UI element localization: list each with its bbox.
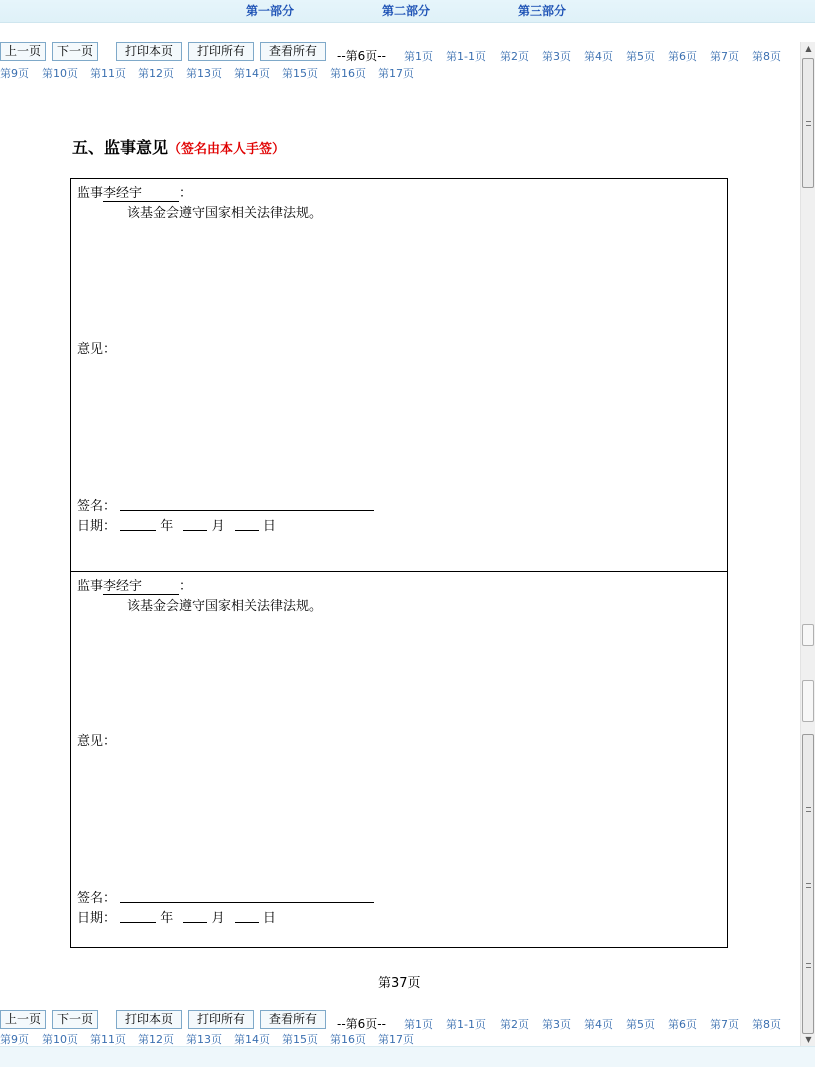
supervisor-opinion-box [70,571,728,948]
signature-label: 签名： [77,499,117,514]
part-tabs-bar [0,0,815,23]
view-all-button[interactable]: 查看所有 [260,1010,326,1029]
year-blank [120,909,156,923]
page-link[interactable]: 第11页 [90,67,126,80]
print-page-button[interactable]: 打印本页 [116,42,182,61]
page-link[interactable]: 第7页 [710,50,739,63]
scroll-thumb[interactable] [802,58,814,188]
section-title [72,135,285,158]
year-label: 年 [160,519,174,534]
tab-part-3[interactable]: 第三部分 [518,4,567,18]
page-link[interactable]: 第10页 [42,67,78,80]
page-link[interactable]: 第15页 [282,67,318,80]
signature-line [120,902,374,903]
print-all-button[interactable]: 打印所有 [188,42,254,61]
page-link[interactable]: 第1-1页 [446,1018,486,1031]
page-link[interactable]: 第1页 [404,1018,433,1031]
page-link[interactable]: 第13页 [186,67,222,80]
print-all-button[interactable]: 打印所有 [188,1010,254,1029]
tab-part-1[interactable]: 第一部分 [246,4,295,18]
date-label: 日期： [77,911,117,926]
next-page-button[interactable]: 下一页 [52,42,98,61]
prev-page-button[interactable]: 上一页 [0,42,46,61]
month-label: 月 [211,519,225,534]
print-page-button[interactable]: 打印本页 [116,1010,182,1029]
vertical-scrollbar[interactable] [800,42,815,1046]
bottom-page-nav [0,1010,796,1048]
date-row [77,515,276,534]
page-link[interactable]: 第17页 [378,1033,414,1046]
page-link[interactable]: 第3页 [542,1018,571,1031]
page-link[interactable]: 第13页 [186,1033,222,1046]
supervisor-colon: ： [179,579,193,594]
page-link[interactable]: 第4页 [584,1018,613,1031]
opinion-text: 该基金会遵守国家相关法律法规。 [127,599,323,614]
page-link[interactable]: 第12页 [138,1033,174,1046]
signature-line [120,510,374,511]
page-link[interactable]: 第8页 [752,1018,781,1031]
scroll-grip-icon [806,883,811,888]
page-link[interactable]: 第12页 [138,67,174,80]
supervisor-role: 监事 [77,579,104,594]
section-title-text: 五、监事意见 [72,138,169,157]
page-link[interactable]: 第5页 [626,1018,655,1031]
top-page-nav [0,42,796,80]
opinion-label: 意见： [77,734,117,749]
day-blank [235,909,259,923]
supervisor-line [77,575,192,595]
page-link[interactable]: 第2页 [500,50,529,63]
page-link[interactable]: 第6页 [668,1018,697,1031]
page-link[interactable]: 第1页 [404,50,433,63]
supervisor-opinion-box [70,178,728,572]
page-link[interactable]: 第16页 [330,1033,366,1046]
day-blank [235,517,259,531]
opinion-label: 意见： [77,342,117,357]
supervisor-line [77,182,192,202]
scroll-down-arrow-icon[interactable]: ▼ [805,1035,812,1044]
page-link[interactable]: 第14页 [234,1033,270,1046]
section-title-note: （签名由本人手签） [168,142,286,157]
month-label: 月 [211,911,225,926]
current-page-indicator: --第6页-- [337,1017,386,1031]
page-link[interactable]: 第11页 [90,1033,126,1046]
page-link[interactable]: 第16页 [330,67,366,80]
page-link[interactable]: 第17页 [378,67,414,80]
page-link[interactable]: 第6页 [668,50,697,63]
page-link[interactable]: 第1-1页 [446,50,486,63]
page-link[interactable]: 第10页 [42,1033,78,1046]
supervisor-colon: ： [179,186,193,201]
supervisor-role: 监事 [77,186,104,201]
page-link[interactable]: 第2页 [500,1018,529,1031]
page-link[interactable]: 第4页 [584,50,613,63]
view-all-button[interactable]: 查看所有 [260,42,326,61]
scroll-grip-icon [806,963,811,968]
current-page-indicator: --第6页-- [337,49,386,63]
scroll-up-arrow-icon[interactable]: ▲ [805,44,812,53]
supervisor-name: 李经宇 [103,580,179,595]
scroll-thumb-lower[interactable] [802,734,814,1034]
date-row [77,907,276,926]
page-link[interactable]: 第15页 [282,1033,318,1046]
page-link[interactable]: 第8页 [752,50,781,63]
day-label: 日 [262,519,276,534]
signature-label: 签名： [77,891,117,906]
scroll-grip-icon [806,807,811,812]
tab-part-2[interactable]: 第二部分 [382,4,431,18]
page-link[interactable]: 第14页 [234,67,270,80]
day-label: 日 [262,911,276,926]
supervisor-name: 李经宇 [103,187,179,202]
scroll-grip-icon [806,121,811,126]
opinion-text: 该基金会遵守国家相关法律法规。 [127,206,323,221]
month-blank [183,909,207,923]
page-link[interactable]: 第9页 [0,67,29,80]
year-blank [120,517,156,531]
footer-bar [0,1046,815,1067]
page-link[interactable]: 第9页 [0,1033,29,1046]
next-page-button[interactable]: 下一页 [52,1010,98,1029]
scroll-track-segment [802,624,814,646]
page-link[interactable]: 第7页 [710,1018,739,1031]
page-number: 第37页 [378,976,421,991]
date-label: 日期： [77,519,117,534]
page-link[interactable]: 第5页 [626,50,655,63]
month-blank [183,517,207,531]
scroll-track-segment [802,680,814,722]
prev-page-button[interactable]: 上一页 [0,1010,46,1029]
year-label: 年 [160,911,174,926]
page-link[interactable]: 第3页 [542,50,571,63]
